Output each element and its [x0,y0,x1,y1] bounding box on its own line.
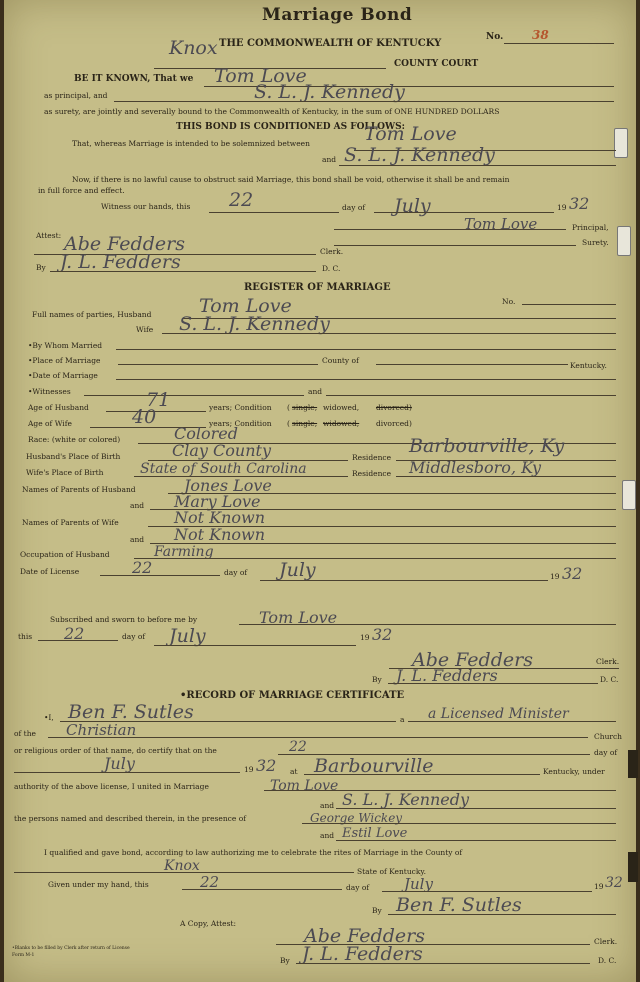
cert-clerk-label: Clerk. [594,937,618,946]
binder-clip [628,750,638,778]
cert-county-handwritten: Knox [164,858,200,874]
license-date-label: Date of License [20,567,80,576]
principal-label: Principal, [572,223,609,232]
license-year-prefix: 19 [550,572,560,581]
year-prefix: 19 [557,203,567,212]
cert-year-handwritten: 32 [256,756,277,775]
date-label: •Date of Marriage [28,371,98,380]
license-day-of: day of [224,568,248,577]
this-label: this [18,632,33,641]
wife-parents-and: and [130,535,145,544]
occupation-label: Occupation of Husband [20,550,110,559]
register-clerk-signature: Abe Fedders [412,649,533,671]
wife-parent2-handwritten: Not Known [174,525,266,544]
authority-text: authority of the above license, I united in Marriage [14,782,209,791]
witnesses-label: •Witnesses [28,387,71,396]
license-year-handwritten: 32 [562,564,583,583]
kentucky-under-text: Kentucky, under [543,767,605,776]
register-no-label: No. [502,297,516,306]
given-year-prefix: 19 [594,882,604,891]
age-husband-handwritten: 71 [146,389,171,411]
cert-day-of: day of [594,748,618,757]
wife-birth-label: Wife's Place of Birth [26,468,104,477]
as-principal-text: as principal, and [44,91,108,100]
husband-name-label: Full names of parties, Husband [32,310,152,319]
attest-label: Attest: [36,231,62,240]
wife-parent1-handwritten: Not Known [174,508,266,527]
condition-paren: ( [287,403,290,412]
surety-label: Surety. [582,238,609,247]
footnote-blanks: •Blanks to be filled by Clerk after return of License [12,946,130,951]
given-year-handwritten: 32 [605,875,623,891]
license-day-handwritten: 22 [132,558,153,577]
minister-signature: Ben F. Sutles [396,894,522,916]
binder-clip [628,852,638,882]
day-of-text: day of [342,203,366,212]
state-of-kentucky-text: State of Kentucky. [357,867,427,876]
copy-attest-label: A Copy, Attest: [180,919,237,928]
wife-birth-handwritten: State of South Carolina [140,461,307,477]
sworn-day-of: day of [122,632,146,641]
cert-month-handwritten: July [104,754,135,773]
cert-and-label: and [320,801,335,810]
kentucky-label: Kentucky. [570,361,607,370]
place-label: •Place of Marriage [28,356,101,365]
surety-handwritten: S. L. J. Kennedy [254,81,405,103]
document-title: Marriage Bond [262,5,413,25]
minister-title-handwritten: a Licensed Minister [428,706,569,722]
now-if-text: Now, if there is no lawful cause to obstruct said Marriage, this bond shall be void, otherwise it shall be and remain [72,175,510,184]
full-force-text: in full force and effect. [38,186,125,195]
wife-name-label: Wife [136,325,154,334]
clerk-label: Clerk. [320,247,344,256]
marriage-bond-document [4,0,636,982]
sworn-month-handwritten: July [169,625,206,647]
party1-handwritten: Tom Love [364,123,457,145]
cert-i-label: •I, [44,713,54,722]
cert-day-handwritten: 22 [289,739,307,755]
given-day-handwritten: 22 [200,873,220,891]
sworn-year-handwritten: 32 [372,625,393,644]
race-handwritten: Colored [174,424,238,443]
condition-single-wife: single, [292,419,318,428]
condition-paren-wife: ( [287,419,290,428]
husband-parents-label: Names of Parents of Husband [22,485,136,494]
given-month-handwritten: July [404,875,433,893]
husband-birth-handwritten: Clay County [172,441,271,460]
race-label: Race: (white or colored) [28,435,121,444]
by-label: By [36,263,46,272]
cert-place-handwritten: Barbourville [314,755,434,777]
cert-by-dc-label: By [280,956,290,965]
wife-residence-handwritten: Middlesboro, Ky [409,458,542,477]
bond-month-handwritten: July [394,195,431,217]
cert-dc-label: D. C. [598,956,617,965]
witness-text: Witness our hands, this [101,202,191,211]
binder-clip [617,226,631,256]
cert-at-label: at [290,767,298,776]
husband-name-handwritten: Tom Love [199,295,292,317]
certificate-heading: •RECORD OF MARRIAGE CERTIFICATE [180,690,405,701]
of-the-label: of the [14,729,36,738]
whereas-text: That, whereas Marriage is intended to be solemnized between [72,139,310,148]
church-label: Church [594,732,623,741]
condition-label: years; Condition [209,403,272,412]
commonwealth-heading: THE COMMONWEALTH OF KENTUCKY [219,38,442,49]
husband-parents-and: and [130,501,145,510]
county-court-label: COUNTY COURT [394,59,479,69]
register-clerk-label: Clerk. [596,657,620,666]
principal-signature: Tom Love [464,215,538,233]
given-text: Given under my hand, this [48,880,149,889]
bond-year-handwritten: 32 [569,194,590,213]
cert-deputy-signature: J. L. Fedders [302,943,423,965]
husband-residence-handwritten: Barbourville, Ky [409,435,565,457]
wife-parents-label: Names of Parents of Wife [22,518,119,527]
party2-handwritten: S. L. J. Kennedy [344,144,495,166]
wife-name-handwritten: S. L. J. Kennedy [179,313,330,335]
minister-name-handwritten: Ben F. Sutles [68,701,194,723]
footnote-form: Form M-1 [12,953,35,958]
cert-a-label: a [400,715,405,724]
husband-residence-label: Residence [352,453,392,462]
license-month-handwritten: July [279,559,316,581]
sworn-year-prefix: 19 [360,633,370,642]
subscribed-text: Subscribed and sworn to before me by [50,615,198,624]
conditioned-heading: THIS BOND IS CONDITIONED AS FOLLOWS: [176,122,405,132]
condition-widowed-wife: widowed, [323,419,360,428]
witness2-handwritten: Estil Love [342,826,408,841]
condition-single: single, [292,403,318,412]
and-text: and [322,155,337,164]
qualified-text: I qualified and gave bond, according to law authorizing me to celebrate the rites of Marriage in the County of [44,848,463,857]
age-husband-label: Age of Husband [28,403,89,412]
cert-clerk-signature: Abe Fedders [304,925,425,947]
wife-residence-label: Residence [352,469,392,478]
condition-divorced-wife: divorced) [376,419,412,428]
cert-by-label: By [372,906,382,915]
binder-clip [614,128,628,158]
condition-label-wife: years; Condition [209,419,272,428]
condition-widowed: widowed, [323,403,360,412]
husband-birth-label: Husband's Place of Birth [26,452,121,461]
occupation-handwritten: Farming [154,544,214,560]
age-wife-handwritten: 40 [132,406,157,428]
surety-text: as surety, are jointly and severally bound to the Commonwealth of Kentucky, in the sum of ONE HUNDRED DOLLARS [44,107,500,116]
county-of-label: County of [322,356,359,365]
age-wife-label: Age of Wife [28,419,72,428]
husband-parent2-handwritten: Mary Love [174,492,261,511]
bond-number-label: No. [486,32,504,42]
condition-divorced: divorced) [376,403,412,412]
by-whom-label: •By Whom Married [28,341,103,350]
church-handwritten: Christian [66,721,137,739]
principal-handwritten: Tom Love [214,65,307,87]
given-day-of: day of [346,883,370,892]
clerk-signature: Abe Fedders [64,233,185,255]
sworn-day-handwritten: 22 [64,624,85,643]
groom-handwritten: Tom Love [270,778,339,794]
persons-named-text: the persons named and described therein, in the presence of [14,814,246,823]
cert-witness-and: and [320,831,335,840]
cert-year-prefix: 19 [244,765,254,774]
county-handwritten: Knox [169,37,218,59]
be-it-known-text: BE IT KNOWN, That we [74,74,194,84]
deputy-signature: J. L. Fedders [60,251,181,273]
witnesses-and: and [308,387,323,396]
witness1-handwritten: George Wickey [310,811,403,825]
register-deputy-signature: J. L. Fedders [396,666,498,685]
register-by-label: By [372,675,382,684]
husband-parent1-handwritten: Jones Love [184,476,272,495]
religious-order-text: or religious order of that name, do certify that on the [14,746,217,755]
dc-label: D. C. [322,264,341,273]
register-dc-label: D. C. [600,675,619,684]
register-heading: REGISTER OF MARRIAGE [244,282,391,293]
binder-clip [622,480,636,510]
bond-number: 38 [532,28,549,42]
subscribed-handwritten: Tom Love [259,608,338,627]
bride-handwritten: S. L. J. Kennedy [342,790,470,809]
bond-day-handwritten: 22 [229,189,254,211]
